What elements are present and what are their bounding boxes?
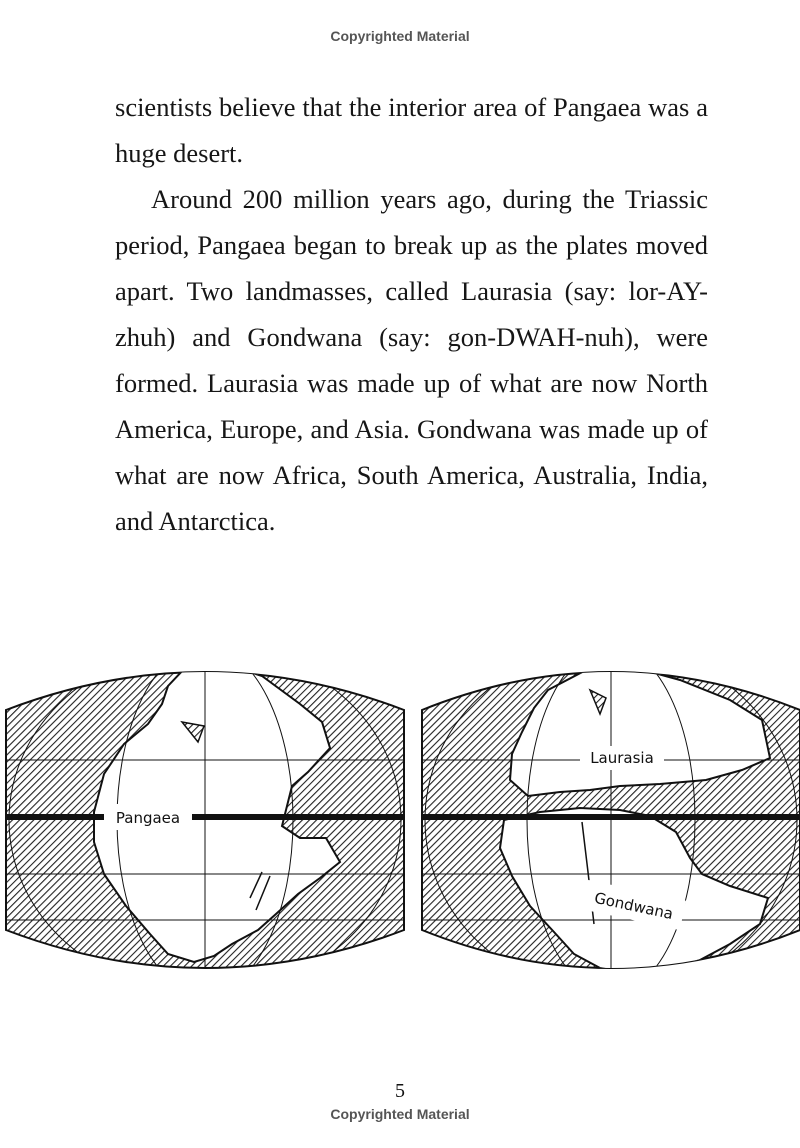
page-number: 5 bbox=[395, 1080, 405, 1102]
breakup-map bbox=[416, 662, 800, 992]
pangaea-label: Pangaea bbox=[115, 809, 181, 827]
gondwana-label: Gondwana bbox=[592, 888, 675, 924]
copyright-footer: Copyrighted Material bbox=[330, 1106, 470, 1122]
paragraph-continued: scientists believe that the interior area of Pangaea was a huge desert. bbox=[115, 92, 708, 168]
pangaea-map bbox=[0, 662, 410, 992]
body-text bbox=[115, 84, 708, 544]
paragraph-breakup: Around 200 million years ago, during the Triassic period, Pangaea began to break up as the plates moved apart. Two landmasses, called Laurasia (say: lor-AY-zhuh) and Gondwana (say: gon-DWAH-nuh), were formed. Laurasia was made up of what are now North America, Europe, and Asia. Gondwana was made up of what are now Africa, South America, Australia, India, and Antarctica. bbox=[115, 184, 708, 536]
copyright-header: Copyrighted Material bbox=[330, 28, 470, 44]
laurasia-label: Laurasia bbox=[590, 749, 654, 767]
continent-maps bbox=[0, 662, 800, 992]
